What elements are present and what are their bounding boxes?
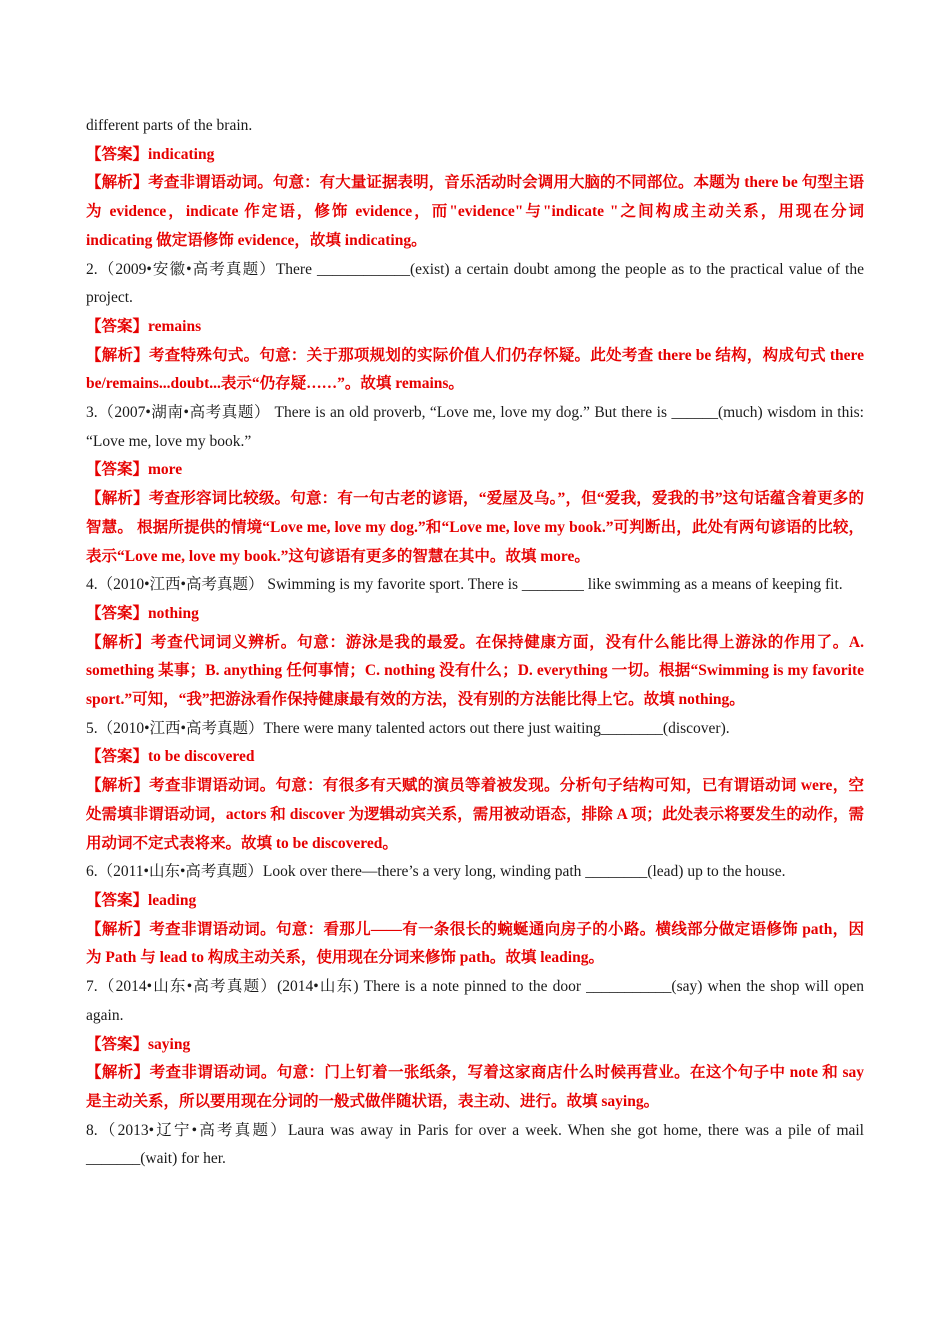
analysis-2: 【解析】考查特殊句式。句意：关于那项规划的实际价值人们仍存怀疑。此处考查 there be 结构，构成句式 there be/remains...doubt...表示“仍存疑……”。故填 remains。 — [86, 346, 864, 393]
document-page — [86, 112, 864, 1174]
question-3: 3.（2007•湖南•高考真题） There is an old proverb, “Love me, love my dog.” But there is ______(much) wisdom in this: “Love me, love my book.” — [86, 404, 864, 450]
question-2: 2.（2009•安徽•高考真题）There ____________(exist) a certain doubt among the people as to the practical value of the project. — [86, 260, 864, 307]
question-5: 5.（2010•江西•高考真题）There were many talented actors out there just waiting________(discover). — [86, 719, 730, 737]
answer-2: 【答案】remains — [86, 317, 202, 335]
answer-4: 【答案】nothing — [86, 604, 199, 622]
answer-6: 【答案】leading — [86, 891, 197, 909]
analysis-5: 【解析】考查非谓语动词。句意：有很多有天赋的演员等着被发现。分析句子结构可知，已有谓语动词 were，空处需填非谓语动词，actors 和 discover 为逻辑动宾关系，需用被动语态，排除 A 项；此处表示将要发生的动作，需用动词不定式表将来。故填 to be discovered。 — [86, 777, 864, 852]
question-8: 8.（2013•辽宁•高考真题）Laura was away in Paris for over a week. When she got home, there was a pile of mail _______(wait) for her. — [86, 1121, 864, 1168]
answer-7: 【答案】saying — [86, 1035, 191, 1053]
answer-1: 【答案】indicating — [86, 145, 215, 163]
analysis-7: 【解析】考查非谓语动词。句意：门上钉着一张纸条，写着这家商店什么时候再营业。在这个句子中 note 和 say 是主动关系，所以要用现在分词的一般式做伴随状语，表主动、进行。故填 saying。 — [86, 1064, 864, 1110]
answer-5: 【答案】to be discovered — [86, 748, 255, 766]
intro-continuation: different parts of the brain. — [86, 117, 253, 134]
analysis-6: 【解析】考查非谓语动词。句意：看那儿——有一条很长的蜿蜒通向房子的小路。横线部分做定语修饰 path，因为 Path 与 lead to 构成主动关系，使用现在分词来修饰 path。故填 leading。 — [86, 920, 864, 967]
question-4: 4.（2010•江西•高考真题） Swimming is my favorite sport. There is ________ like swimming as a means of keeping fit. — [86, 576, 843, 594]
answer-3: 【答案】more — [86, 461, 183, 479]
question-7: 7.（2014•山东•高考真题）(2014•山东) There is a note pinned to the door ___________(say) when the shop will open again. — [86, 978, 864, 1024]
question-6: 6.（2011•山东•高考真题）Look over there—there’s a very long, winding path ________(lead) up to the house. — [86, 863, 786, 881]
analysis-1: 【解析】考查非谓语动词。句意：有大量证据表明，音乐活动时会调用大脑的不同部位。本题为 there be 句型主语为 evidence，indicate 作定语，修饰 evidence，而"evidence"与"indicate "之间构成主动关系，用现在分词 indicating 做定语修饰 evidence，故填 indicating。 — [86, 174, 864, 249]
analysis-4: 【解析】考查代词词义辨析。句意：游泳是我的最爱。在保持健康方面，没有什么能比得上游泳的作用了。A. something 某事；B. anything 任何事情；C. nothing 没有什么；D. everything 一切。根据“Swimming is my favorite sport.”可知，“我”把游泳看作保持健康最有效的方法，没有别的方法能比得上它。故填 nothing。 — [86, 633, 864, 709]
analysis-3: 【解析】考查形容词比较级。句意：有一句古老的谚语，“爱屋及乌。”，但“爱我，爱我的书”这句话蕴含着更多的智慧。 根据所提供的情境“Love me, love my dog.”和“Love me, love my book.”可判断出，此处有两句谚语的比较，表示“Love me, love my book.”这句谚语有更多的智慧在其中。故填 more。 — [86, 490, 864, 565]
